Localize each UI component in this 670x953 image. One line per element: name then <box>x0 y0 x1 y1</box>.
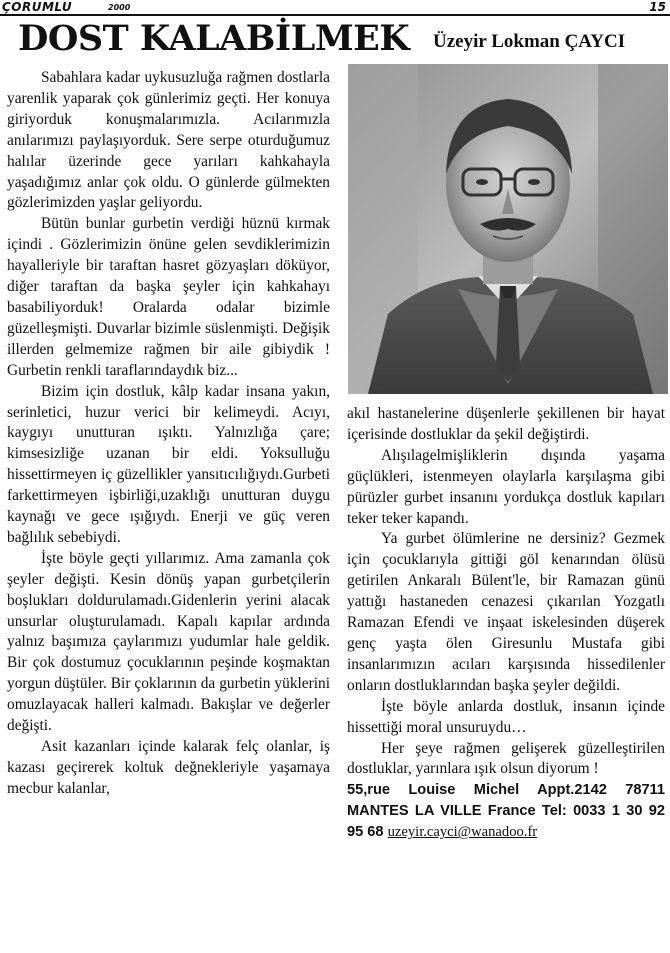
paragraph: akıl hastanelerine düşenlerle şekillenen bir hayat içerisinde dostluklar da şekil değiştirdi. <box>347 405 665 443</box>
newspaper-name: ÇORUMLU <box>2 0 73 14</box>
page-number: 15 <box>649 0 666 14</box>
paragraph: İşte böyle anlarda dostluk, insanın içinde hissettiği moral unsuruydu… <box>347 697 665 736</box>
masthead-rule <box>0 14 670 16</box>
paragraph: Alışılagelmişliklerin dışında yaşama güçlükleri, istenmeyen olaylarla karşılaşma gibi pürüzler gurbet insanını yordukça dostluk kapıları teker teker kapandı. <box>347 446 665 527</box>
author-email-link[interactable]: uzeyir.cayci@wanadoo.fr <box>387 824 538 841</box>
paragraph: Her şeye rağmen gelişerek güzelleştirilen dostluklar, yarınlara ışık olsun diyorum ! <box>347 739 665 778</box>
paragraph: Bizim için dostluk, kâlp kadar insana yakın, serinletici, huzur verici bir kelimeydi. Acıyı, kaygıyı unutturan ışıktı. Yalnızlığa çare; kimsesizliğe uzanan bir eldi. Yoksulluğu hissettirmeyen iç güzellikler yansıtıcılığıydı.Gurbeti farkettirmeyen işbirliği,uzaklığı unutturan duygu kaynağı ve gece ışığıydı. Enerji ve güç veren bağlılık sebebiydi. <box>7 382 330 546</box>
article-column-left <box>7 68 330 800</box>
paragraph: Bütün bunlar gurbetin verdiği hüznü kırmak içindi . Gözlerimizin önüne gelen sevdiklerimizin hayalleriyle bir taraftan hasret gözyaşları döküyor, diğer taraftan da başka şeyler için kahkahayı basabiliyorduk! Oralarda odalar bizimle güzelleşmişti. Duvarlar bizimle süslenmişti. Değişik illerden gelmemize rağmen bir aile gibiydik ! Gurbetin renkli taraflarındaydık biz... <box>7 215 330 379</box>
paragraph: Ya gurbet ölümlerine ne dersiniz? Gezmek için çocuklarıyla gittiği göl kenarından ölüsü getirilen Ankaralı Bülent'le, bir Ramazan günü yattığı hastaneden cenazesi çıkarılan Yozgatlı Ramazan Efendi ve inşaat iskelesinden düşerek genç yaşta ölen Giresunlu Mustafa gibi insanlarımızın acıları karşısında hissedilenler onların dostluklarından başka şeyler değildi. <box>347 530 665 694</box>
newspaper-year: 2000 <box>108 3 131 12</box>
paragraph: Asit kazanları içinde kalarak felç olanlar, iş kazası geçirerek koltuk değnekleriyle yaşamaya mecbur kalanlar, <box>7 738 330 797</box>
author-portrait-photo <box>348 64 668 394</box>
masthead <box>0 0 670 16</box>
author-contact <box>347 780 665 843</box>
author-address: 55,rue Louise Michel Appt.2142 78711 MANTES LA VILLE France Tel: 0033 1 30 92 95 68 <box>347 782 665 841</box>
article-column-right <box>347 404 665 843</box>
paragraph: İşte böyle geçti yıllarımız. Ama zamanla çok şeyler değişti. Kesin dönüş yapan gurbetçilerin boşlukları doldurulamadı.Gidenlerin yerini alacak unsurlar oluşturulamadı. Kapalı kapılar ardında yalnız başımıza çaylarımızı yudumlar hale geldik. Bir çok dostumuz çocuklarının peşinde koşmaktan yorgun düştüler. Bir çoklarının da gurbetin yüklerini omuzlayacak halleri kalmadı. Bakışlar ve değerler değişti. <box>7 549 330 735</box>
portrait-image <box>348 64 668 394</box>
article-author: Üzeyir Lokman ÇAYCI <box>433 31 626 52</box>
article-headline: DOST KALABİLMEK <box>18 18 410 59</box>
paragraph: Sabahlara kadar uykusuzluğa rağmen dostlarla yarenlik yaparak çok günlerimiz geçti. Her konuya giriyorduk konuşmalarımızla. Acılarımızla anılarımızı paylaşıyorduk. Sere serpe oturduğumuz halılar üzerinde gece yarıları kahkahayla yaşadığımız anlar çok oldu. O günlerde gülmekten gözlerimizden yaşlar geliyordu. <box>7 69 330 212</box>
